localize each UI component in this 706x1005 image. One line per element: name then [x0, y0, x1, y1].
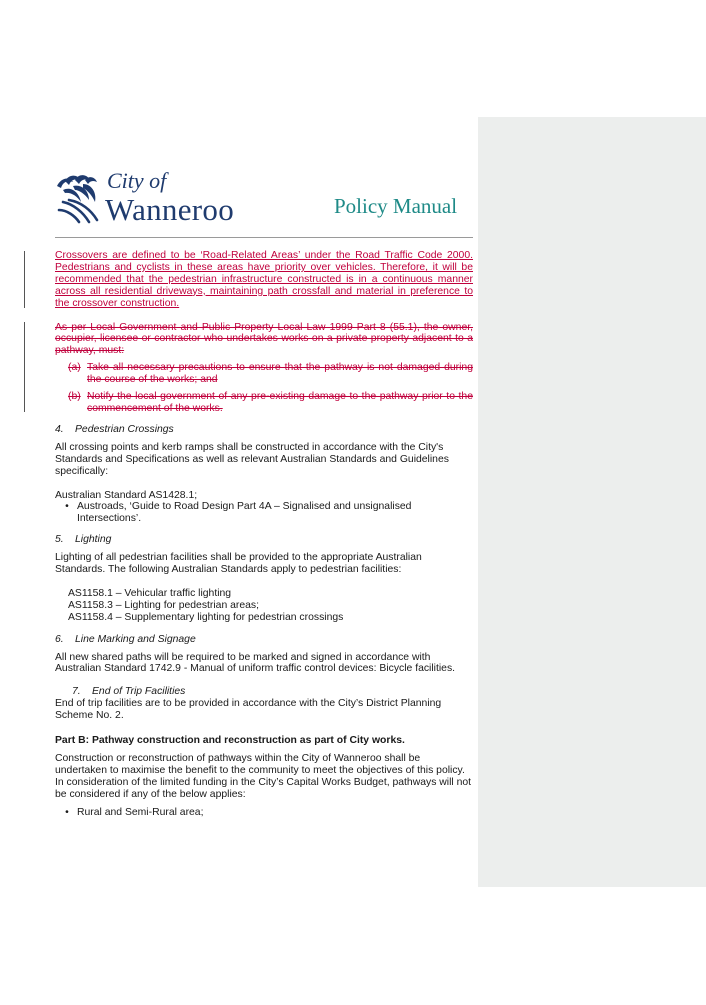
section-title: Pedestrian Crossings [75, 423, 174, 435]
section-title: Line Marking and Signage [75, 633, 196, 645]
city-logo [55, 170, 245, 230]
standard-line: AS1158.3 – Lighting for pedestrian areas; [68, 599, 260, 611]
bullet-item [55, 807, 473, 819]
bullet-icon: • [65, 806, 69, 818]
wave-emblem-icon [55, 172, 101, 224]
law-item [55, 362, 473, 386]
law-item-text: Notify the local government of any pre-existing damage to the pathway prior to the commencement of the works. [87, 391, 473, 414]
law-item-label: (a) [68, 362, 81, 374]
side-panel [478, 117, 706, 887]
change-bar [24, 322, 25, 412]
bullet-item [55, 501, 473, 525]
header-divider [55, 237, 473, 238]
bullet-text: Rural and Semi-Rural area; [77, 806, 204, 818]
bullet-icon: • [65, 501, 69, 513]
standard-line: AS1158.1 – Vehicular traffic lighting [68, 587, 232, 599]
crossovers-paragraph: Crossovers are defined to be ‘Road-Related Areas’ under the Road Traffic Code 2000. Pedestrians and cyclists in these areas have priority over vehicles. Therefore, it will be recommended that the pedestrian infrastructure constructed is in a continuous manner across all residential driveways, maintaining path crossfall and material in preference to the crossover construction. [55, 250, 473, 309]
section-title: End of Trip Facilities [92, 686, 186, 698]
standard-line: AS1158.4 – Supplementary lighting for pedestrian crossings [68, 611, 344, 623]
law-item-label: (b) [68, 391, 81, 403]
logo-line2: Wanneroo [105, 192, 235, 227]
section-paragraph: All crossing points and kerb ramps shall be constructed in accordance with the City's Standards and Specifications as well as relevant Australian Standards and Guidelines specifically: [55, 441, 449, 477]
section-title: Lighting [75, 534, 112, 546]
section-paragraph: End of trip facilities are to be provided in accordance with the City’s District Planning Scheme No. 2. [55, 698, 442, 722]
document-body [55, 250, 473, 819]
part-b-paragraph: Construction or reconstruction of pathways within the City of Wanneroo shall be undertaken to maximise the benefit to the community to meet the objectives of this policy. In consideration of the limited funding in the City’s Capital Works Budget, pathways will not be considered if any of the below applies: [55, 753, 472, 800]
part-b-heading: Part B: Pathway construction and reconstruction as part of City works. [55, 735, 405, 747]
section-number: 4. [55, 423, 64, 435]
section-paragraph: All new shared paths will be required to be marked and signed in accordance with Australian Standard 1742.9 - Manual of uniform traffic control devices: Bicycle facilities. [55, 651, 456, 675]
standards-list [55, 588, 473, 624]
change-bar [24, 251, 25, 308]
section-number: 5. [55, 534, 64, 546]
law-item-text: Take all necessary precautions to ensure that the pathway is not damaged during the course of the works; and [87, 362, 473, 386]
manual-title: Policy Manual [334, 194, 458, 218]
section-heading [55, 634, 473, 646]
section-heading [55, 686, 473, 698]
section-number: 7. [72, 686, 81, 698]
standard-line: Australian Standard AS1428.1; [55, 489, 198, 501]
bullet-text: Austroads, ‘Guide to Road Design Part 4A – Signalised and unsignalised Intersections’. [77, 501, 412, 525]
logo-line1: City of [107, 168, 167, 193]
section-number: 6. [55, 633, 64, 645]
section-paragraph: Lighting of all pedestrian facilities shall be provided to the appropriate Australian Standards. The following Australian Standards apply to pedestrian facilities: [55, 552, 422, 576]
section-heading [55, 534, 473, 546]
section-heading [55, 424, 473, 436]
local-law-paragraph: As per Local Government and Public Property Local Law 1999 Part 8 (55.1), the owner, occupier, licensee or contractor who undertakes works on a private property adjacent to a pathway, must: [55, 321, 473, 357]
law-item [55, 391, 473, 415]
